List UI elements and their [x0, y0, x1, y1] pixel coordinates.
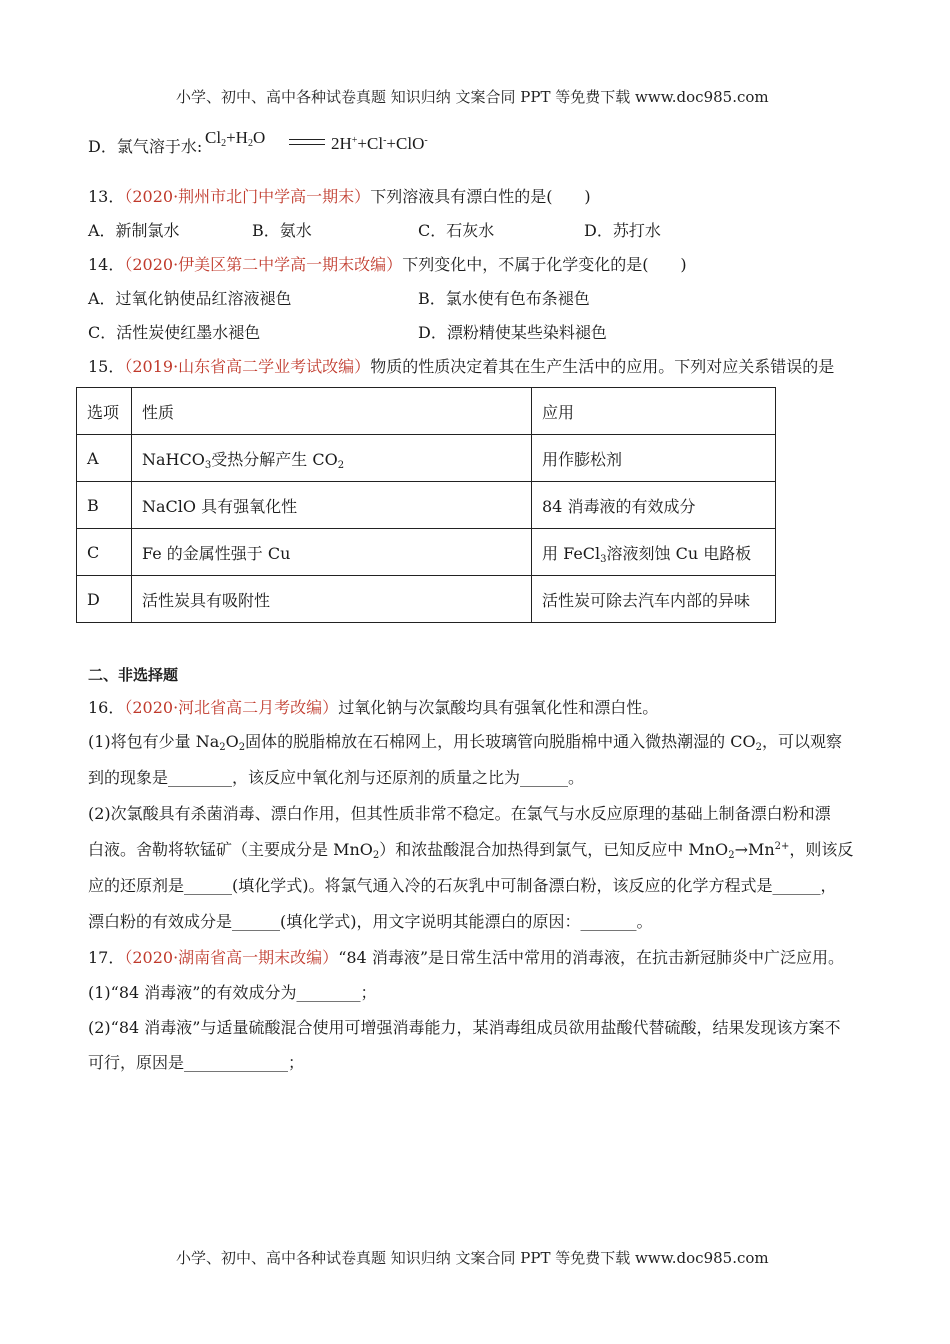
question-number: 16． — [88, 698, 125, 717]
q16-part2-line2: 白液。舍勒将软锰矿（主要成分是 MnO$_2$）和浓盐酸混合加热得到氯气，已知反应中 $MnO_2\to Mn^{2+}$，则该反 — [88, 840, 854, 861]
question-text: 下列变化中，不属于化学变化的是( ) — [402, 255, 687, 274]
q16-part2-line1: (2)次氯酸具有杀菌消毒、漂白作用，但其性质非常不稳定。在氯气与水反应原理的基础上制备漂白粉和漂 — [88, 804, 831, 823]
question-text: 物质的性质决定着其在生产生活中的应用。下列对应关系错误的是 — [370, 357, 835, 376]
eq-h: +H — [226, 128, 248, 147]
chemical-equation — [205, 128, 265, 148]
eq-cl-ion: +Cl — [357, 134, 384, 153]
eq-sub: 2 — [221, 138, 227, 149]
eq-2h: 2H — [331, 134, 352, 153]
q17-part2-line1: (2)“84 消毒液”与适量硫酸混合使用可增强消毒能力，某消毒组成员欲用盐酸代替硫酸，结果发现该方案不 — [88, 1018, 841, 1037]
eq-sup: - — [383, 135, 387, 146]
q13-option-c: C．石灰水 — [418, 221, 495, 240]
table-row — [77, 482, 776, 529]
table-cell-property: 活性炭具有吸附性 — [132, 576, 532, 623]
table-row — [77, 576, 776, 623]
q15-stem — [88, 356, 834, 378]
q14-option-b: B．氯水使有色布条褪色 — [418, 289, 590, 308]
eq-sup: - — [424, 135, 428, 146]
eq-sub: 2 — [247, 138, 253, 149]
table-row — [77, 435, 776, 482]
q13-option-d: D．苏打水 — [584, 221, 661, 240]
q15-table — [76, 387, 776, 623]
question-text: “84 消毒液”是日常生活中常用的消毒液，在抗击新冠肺炎中广泛应用。 — [338, 948, 844, 967]
q17-part2-line2: 可行，原因是_____________； — [88, 1053, 305, 1072]
q14-option-d: D．漂粉精使某些染料褪色 — [418, 323, 607, 342]
question-source: （2019·山东省高二学业考试改编） — [124, 357, 371, 376]
question-number: 17． — [88, 948, 125, 967]
q12-option-d — [88, 136, 202, 158]
question-source: （2020·湖南省高一期末改编） — [124, 948, 339, 967]
question-number: 14． — [88, 255, 125, 274]
q16-part2-line4: 漂白粉的有效成分是______(填化学式)，用文字说明其能漂白的原因：_______。 — [88, 912, 653, 931]
question-source: （2020·河北省高二月考改编） — [124, 698, 339, 717]
q16-part1-line1: (1)将包有少量 $Na_2O_2$固体的脱脂棉放在石棉网上，用长玻璃管向脱脂棉中通入微热潮湿的 $CO_2$，可以观察 — [88, 732, 843, 753]
table-cell-property: Fe 的金属性强于 Cu — [132, 529, 532, 576]
table-cell-use: 用 FeCl$_3$溶液刻蚀 Cu 电路板 — [532, 529, 776, 576]
table-header-cell: 选项 — [77, 388, 132, 435]
q12-d-label: D．氯气溶于水: — [88, 137, 203, 156]
chemical-equation-right — [283, 134, 428, 154]
q16-stem — [88, 697, 658, 719]
table-cell-use: 活性炭可除去汽车内部的异味 — [532, 576, 776, 623]
q17-part1: (1)“84 消毒液”的有效成分为________； — [88, 983, 377, 1002]
question-number: 13． — [88, 187, 125, 206]
eq-clo-ion: +ClO — [386, 134, 425, 153]
table-header-row — [77, 388, 776, 435]
table-cell-option: C — [77, 529, 132, 576]
eq-o: O — [252, 128, 266, 147]
q16-part2-line3: 应的还原剂是______(填化学式)。将氯气通入冷的石灰乳中可制备漂白粉，该反应的化学方程式是______， — [88, 876, 837, 895]
q14-option-c: C．活性炭使红墨水褪色 — [88, 323, 261, 342]
q17-stem — [88, 947, 844, 969]
page-footer: 小学、初中、高中各种试卷真题 知识归纳 文案合同 PPT 等免费下载 www.doc985.com — [176, 1249, 769, 1267]
question-source: （2020·伊美区第二中学高一期末改编） — [124, 255, 403, 274]
q14-option-a: A．过氧化钠使品红溶液褪色 — [88, 289, 292, 308]
question-text: 过氧化钠与次氯酸均具有强氧化性和漂白性。 — [338, 698, 659, 717]
question-source: （2020·荆州市北门中学高一期末） — [124, 187, 371, 206]
table-cell-use: 84 消毒液的有效成分 — [532, 482, 776, 529]
table-header-cell: 性质 — [132, 388, 532, 435]
q13-stem — [88, 186, 591, 208]
q16-part1-line2: 到的现象是________，该反应中氧化剂与还原剂的质量之比为______。 — [88, 768, 585, 787]
table-cell-use: 用作膨松剂 — [532, 435, 776, 482]
eq-sup: + — [351, 135, 358, 146]
q14-stem — [88, 254, 687, 276]
equals-sign — [289, 139, 325, 145]
eq-cl: Cl — [205, 128, 222, 147]
question-text: 下列溶液具有漂白性的是( ) — [370, 187, 591, 206]
table-header-cell: 应用 — [532, 388, 776, 435]
table-cell-option: B — [77, 482, 132, 529]
q13-option-a: A．新制氯水 — [88, 221, 180, 240]
table-row — [77, 529, 776, 576]
section-heading: 二、非选择题 — [88, 666, 179, 684]
table-cell-option: D — [77, 576, 132, 623]
table-cell-option: A — [77, 435, 132, 482]
q13-option-b: B．氨水 — [252, 221, 312, 240]
table-cell-property: NaClO 具有强氧化性 — [132, 482, 532, 529]
question-number: 15． — [88, 357, 125, 376]
page-header: 小学、初中、高中各种试卷真题 知识归纳 文案合同 PPT 等免费下载 www.doc985.com — [176, 88, 769, 106]
table-cell-property: NaHCO$_3$受热分解产生 $CO_2$ — [132, 435, 532, 482]
